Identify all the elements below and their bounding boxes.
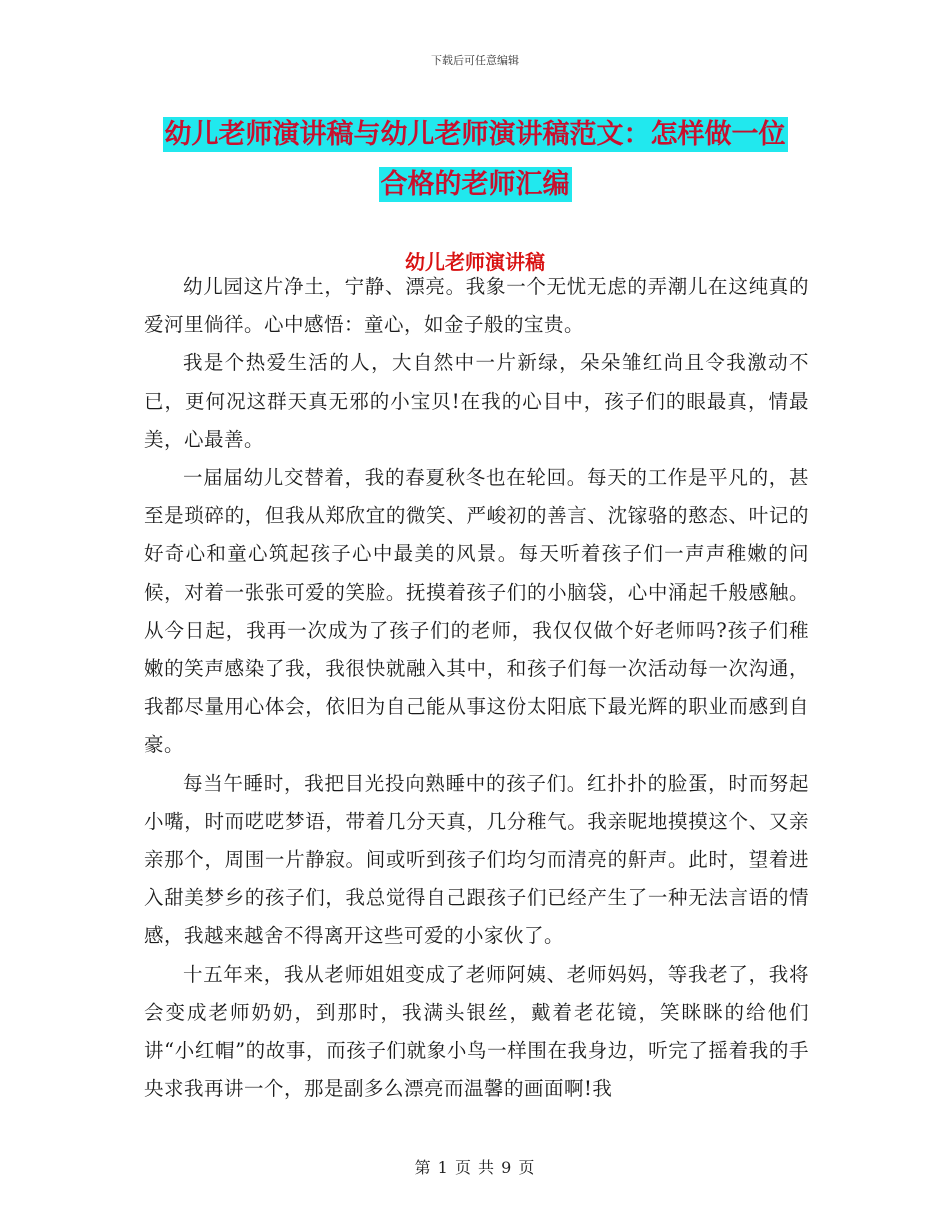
section-subtitle: 幼儿老师演讲稿 — [405, 250, 545, 274]
paragraph: 每当午睡时，我把目光投向熟睡中的孩子们。红扑扑的脸蛋，时而努起小嘴，时而呓呓梦语，带着几分天真，几分稚气。我亲昵地摸摸这个、又亲亲那个，周围一片静寂。间或听到孩子们均匀而清亮的鼾声。此时，望着进入甜美梦乡的孩子们，我总觉得自己跟孩子们已经产生了一种无法言语的情感，我越来越舍不得离开这些可爱的小家伙了。 — [144, 771, 809, 948]
title-line-2: 合格的老师汇编 — [380, 169, 570, 200]
paragraph: 十五年来，我从老师姐姐变成了老师阿姨、老师妈妈，等我老了，我将会变成老师奶奶，到那时，我满头银丝，戴着老花镜，笑眯眯的给他们讲“小红帽”的故事，而孩子们就象小鸟一样围在我身边，听完了摇着我的手央求我再讲一个，那是副多么漂亮而温馨的画面啊!我 — [144, 962, 809, 1101]
paragraph: 一届届幼儿交替着，我的春夏秋冬也在轮回。每天的工作是平凡的，甚至是琐碎的，但我从郑欣宜的微笑、严峻初的善言、沈镓骆的憨态、叶记的好奇心和童心筑起孩子心中最美的风景。每天听着孩子们一声声稚嫩的问候，对着一张张可爱的笑脸。抚摸着孩子们的小脑袋，心中涌起千般感触。从今日起，我再一次成为了孩子们的老师，我仅仅做个好老师吗?孩子们稚嫩的笑声感染了我，我很快就融入其中，和孩子们每一次活动每一次沟通，我都尽量用心体会，依旧为自己能从事这份太阳底下最光辉的职业而感到自豪。 — [144, 466, 809, 757]
paragraph: 我是个热爱生活的人，大自然中一片新绿，朵朵雏红尚且令我激动不已，更何况这群天真无邪的小宝贝!在我的心目中，孩子们的眼最真，情最美，心最善。 — [144, 351, 809, 451]
title-line-1: 幼儿老师演讲稿与幼儿老师演讲稿范文：怎样做一位 — [164, 119, 786, 150]
document-title — [140, 110, 810, 210]
body-text — [144, 268, 809, 1108]
page-footer: 第 1 页 共 9 页 — [414, 1158, 536, 1177]
header-note: 下载后可任意编辑 — [431, 54, 519, 67]
paragraph: 幼儿园这片净土，宁静、漂亮。我象一个无忧无虑的弄潮儿在这纯真的爱河里倘徉。心中感悟：童心，如金子般的宝贵。 — [144, 275, 809, 337]
